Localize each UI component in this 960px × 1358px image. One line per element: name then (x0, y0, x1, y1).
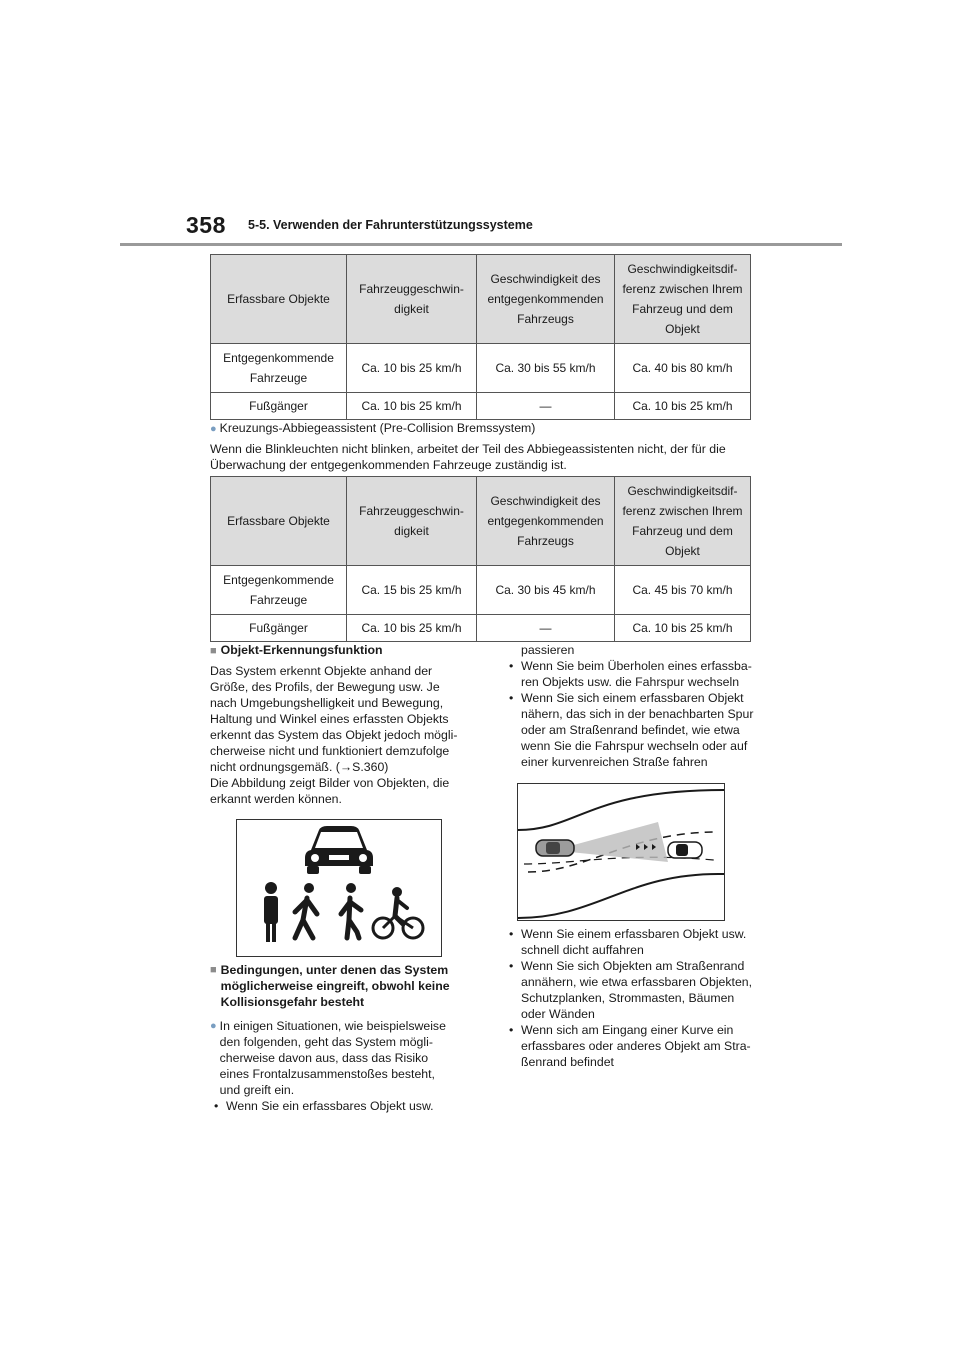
section-title: 5-5. Verwenden der Fahrunterstützungssysteme (248, 218, 533, 232)
table-cell: Ca. 30 bis 45 km/h (477, 566, 615, 615)
sensor-detection-area (570, 822, 668, 862)
table-header-row (211, 255, 751, 344)
table-header-cell: Fahrzeuggeschwin- digkeit (347, 255, 477, 344)
right-column (505, 642, 755, 770)
table-row (211, 615, 751, 642)
heading-conditions-text: ■ Bedingungen, unter denen das System möglicherweise eingreift, obwohl keine Kollisionsgefahr besteht (220, 963, 450, 1009)
lane-change-illustration (518, 784, 724, 920)
kreuzung-title (210, 420, 755, 437)
kreuzung-title-text: Kreuzungs-Abbiegeassistent (Pre-Collision Bremssystem) (219, 421, 536, 435)
table-cell: Ca. 40 bis 80 km/h (615, 344, 751, 393)
table-cell: — (477, 615, 615, 642)
lane-change-figure (517, 783, 725, 921)
table-cell: Entgegenkommende Fahrzeuge (211, 344, 347, 393)
table-header-cell: Geschwindigkeitsdif- ferenz zwischen Ihrem Fahrzeug und dem Objekt (615, 477, 751, 566)
page-number: 358 (186, 212, 226, 238)
table-row (211, 566, 751, 615)
list-item: • Wenn Sie sich einem erfassbaren Objekt nähern, das sich in der benachbarten Spur oder am Straßenrand befindet, wie etwa wenn Sie die Fahrspur wechseln oder auf einer kurvenreichen Straße fahren (505, 690, 755, 770)
oncoming-vehicle-icon (668, 842, 702, 858)
list-item: • Wenn Sie beim Überholen eines erfassba- ren Objekts usw. die Fahrspur wechseln (505, 658, 755, 690)
table-header-cell: Geschwindigkeit des entgegenkommenden Fahrzeugs (477, 477, 615, 566)
table-cell: Ca. 10 bis 25 km/h (347, 393, 477, 420)
kreuzung-body: Wenn die Blinkleuchten nicht blinken, arbeitet der Teil des Abbiegeassistenten nicht, der für die Überwachung der entgegenkommenden Fahrzeuge zuständig ist. (210, 442, 726, 472)
detectable-objects-figure (236, 819, 442, 957)
table-header-row (211, 477, 751, 566)
heading-object-detection-text: Objekt-Erkennungsfunktion (220, 643, 383, 657)
cyclist-icon (373, 887, 423, 938)
table-header-cell: Geschwindigkeitsdif- ferenz zwischen Ihrem Fahrzeug und dem Objekt (615, 255, 751, 344)
pedestrian-child-icon (341, 883, 361, 938)
table-cell: Ca. 30 bis 55 km/h (477, 344, 615, 393)
left-column (210, 642, 480, 807)
table-cell: Ca. 10 bis 25 km/h (347, 344, 477, 393)
table-header-cell: Fahrzeuggeschwin- digkeit (347, 477, 477, 566)
table-header-cell: Geschwindigkeit des entgegenkommenden Fahrzeugs (477, 255, 615, 344)
object-detection-paragraph: Das System erkennt Objekte anhand der Größe, des Profils, der Bewegung usw. Je nach Umgebungshelligkeit und Bewegung, Haltung und Winkel eines erfassten Objekts erkennt das System das Objekt jedoch mögli- cherweise nicht und funktioniert demzufolge nicht ordnungsgemäß. (→S.360) Die Abbildung zeigt Bilder von Objekten, die erkannt werden können. (210, 664, 458, 806)
pedestrian-standing-icon (264, 882, 278, 942)
own-vehicle-icon (536, 840, 574, 856)
list-item: • Wenn Sie einem erfassbaren Objekt usw. schnell dicht auffahren (505, 926, 755, 958)
road-edge-lower (518, 874, 724, 918)
kreuzung-paragraph (210, 420, 755, 473)
conditions-paragraph-text: ● In einigen Situationen, wie beispielsweise den folgenden, geht das System mögli- cherweise davon aus, dass das Risiko eines Frontalzusammenstoßes besteht, und greift ein. (219, 1019, 446, 1097)
list-item: • Wenn sich am Eingang einer Kurve ein erfassbares oder anderes Objekt am Stra- ßenrand befindet (505, 1022, 755, 1070)
table-row (211, 344, 751, 393)
table-header-cell: Erfassbare Objekte (211, 477, 347, 566)
detectable-objects-illustration (237, 820, 441, 956)
table-cell: Ca. 10 bis 25 km/h (615, 615, 751, 642)
conditions-paragraph (210, 1018, 480, 1098)
table-cell: Ca. 15 bis 25 km/h (347, 566, 477, 615)
detection-table-2 (210, 476, 751, 642)
table-cell: Fußgänger (211, 615, 347, 642)
car-front-icon (305, 826, 373, 874)
header-rule (120, 243, 842, 246)
left-column-lower (210, 962, 480, 1114)
table-cell: Ca. 10 bis 25 km/h (347, 615, 477, 642)
list-item: • Wenn Sie sich Objekten am Straßenrand annähern, wie etwa erfassbaren Objekten, Schutzplanken, Strommasten, Bäumen oder Wänden (505, 958, 755, 1022)
table-cell: Ca. 10 bis 25 km/h (615, 393, 751, 420)
table-cell: Ca. 45 bis 70 km/h (615, 566, 751, 615)
table-cell: — (477, 393, 615, 420)
table-header-cell: Erfassbare Objekte (211, 255, 347, 344)
table-cell: Fußgänger (211, 393, 347, 420)
right-column-lower (505, 926, 755, 1070)
pedestrian-walking-icon (295, 883, 317, 938)
road-edge-upper (518, 790, 724, 830)
heading-conditions (210, 962, 480, 1010)
list-item-continuation: passieren (521, 643, 575, 657)
table-row (211, 393, 751, 420)
detection-table-1 (210, 254, 751, 420)
table-cell: Entgegenkommende Fahrzeuge (211, 566, 347, 615)
heading-object-detection (210, 642, 480, 659)
list-item: • Wenn Sie ein erfassbares Objekt usw. (210, 1098, 480, 1114)
